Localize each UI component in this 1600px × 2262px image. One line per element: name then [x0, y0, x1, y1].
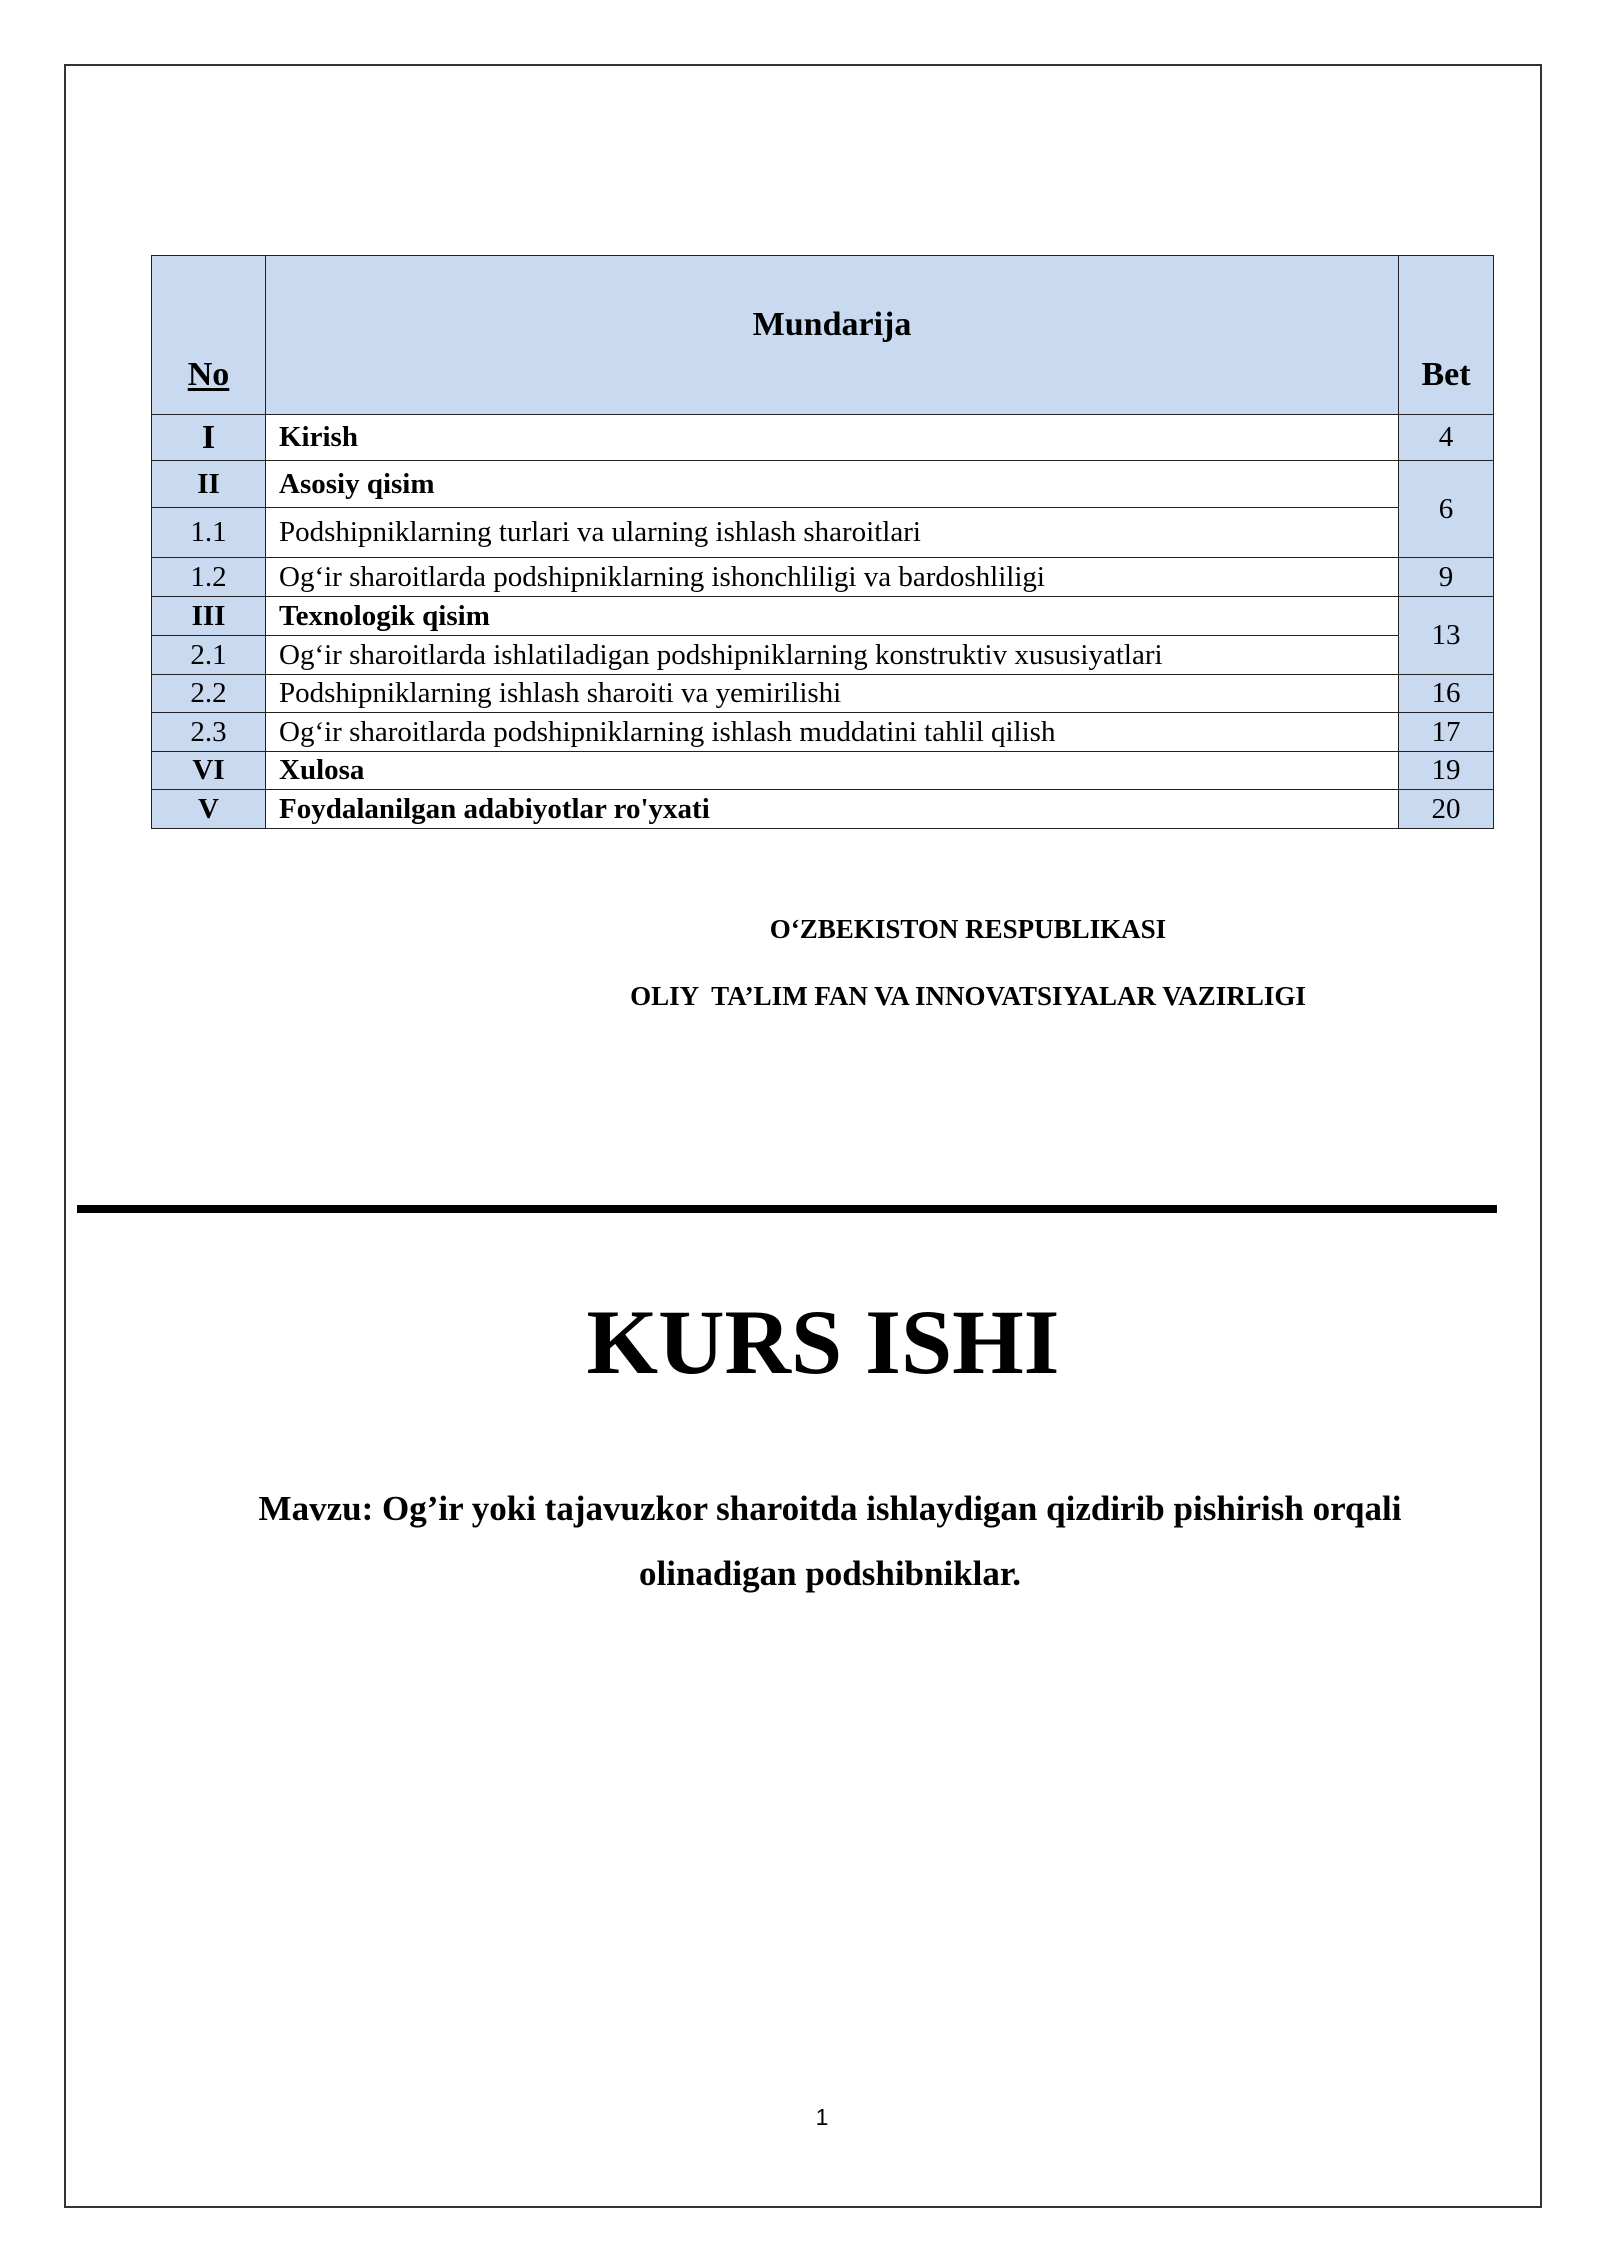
toc-row-title: Asosiy qisim: [266, 461, 1399, 508]
document-topic: [160, 1476, 1500, 1606]
topic-line-2: olinadigan podshibniklar.: [639, 1554, 1021, 1593]
toc-row-number: VI: [152, 752, 266, 790]
toc-row-number: III: [152, 597, 266, 636]
toc-row-page: 17: [1399, 713, 1494, 752]
toc-header-title: Mundarija: [266, 256, 1399, 415]
ministry-country: O‘ZBEKISTON RESPUBLIKASI: [769, 914, 1167, 944]
toc-row: [152, 415, 1494, 461]
toc-row-page: 6: [1399, 461, 1494, 558]
toc-row: [152, 461, 1494, 508]
toc-row: [152, 790, 1494, 829]
toc-row-number: 1.2: [152, 558, 266, 597]
toc-row-title: Og‘ir sharoitlarda podshipniklarning ishlash muddatini tahlil qilish: [266, 713, 1399, 752]
toc-row-title: Xulosa: [266, 752, 1399, 790]
toc-row-number: I: [152, 415, 266, 461]
toc-row: [152, 752, 1494, 790]
toc-row-page: 4: [1399, 415, 1494, 461]
toc-row: [152, 713, 1494, 752]
topic-line-1: Mavzu: Og’ir yoki tajavuzkor sharoitda ishlaydigan qizdirib pishirish orqali: [258, 1489, 1402, 1528]
toc-row-page: 19: [1399, 752, 1494, 790]
toc-header-no: No: [152, 256, 266, 415]
toc-row-title: Og‘ir sharoitlarda podshipniklarning ishonchliligi va bardoshliligi: [266, 558, 1399, 597]
toc-row-title: Podshipniklarning ishlash sharoiti va yemirilishi: [266, 675, 1399, 713]
toc-row-page: 16: [1399, 675, 1494, 713]
toc-row: [152, 636, 1494, 675]
toc-row-number: 1.1: [152, 508, 266, 558]
page-number: 1: [815, 2104, 829, 2130]
toc-row-title: Kirish: [266, 415, 1399, 461]
toc-row: [152, 597, 1494, 636]
toc-row: [152, 675, 1494, 713]
toc-row: [152, 508, 1494, 558]
table-of-contents: [151, 255, 1494, 829]
toc-row-title: Foydalanilgan adabiyotlar ro'yxati: [266, 790, 1399, 829]
toc-row: [152, 558, 1494, 597]
toc-row-page: 13: [1399, 597, 1494, 675]
document-title: KURS ISHI: [586, 1291, 1060, 1393]
toc-row-number: 2.1: [152, 636, 266, 675]
toc-row-title: Texnologik qisim: [266, 597, 1399, 636]
toc-row-number: 2.2: [152, 675, 266, 713]
toc-row-number: V: [152, 790, 266, 829]
toc-row-title: Podshipniklarning turlari va ularning ishlash sharoitlari: [266, 508, 1399, 558]
toc-header-row: [152, 256, 1494, 415]
horizontal-rule: [77, 1205, 1497, 1213]
toc-header-page: Bet: [1399, 256, 1494, 415]
toc-row-number: 2.3: [152, 713, 266, 752]
toc-row-number: II: [152, 461, 266, 508]
toc-row-page: 20: [1399, 790, 1494, 829]
ministry-name: OLIY TA’LIM FAN VA INNOVATSIYALAR VAZIRLIGI: [630, 981, 1306, 1011]
toc-row-title: Og‘ir sharoitlarda ishlatiladigan podshipniklarning konstruktiv xususiyatlari: [266, 636, 1399, 675]
toc-row-page: 9: [1399, 558, 1494, 597]
